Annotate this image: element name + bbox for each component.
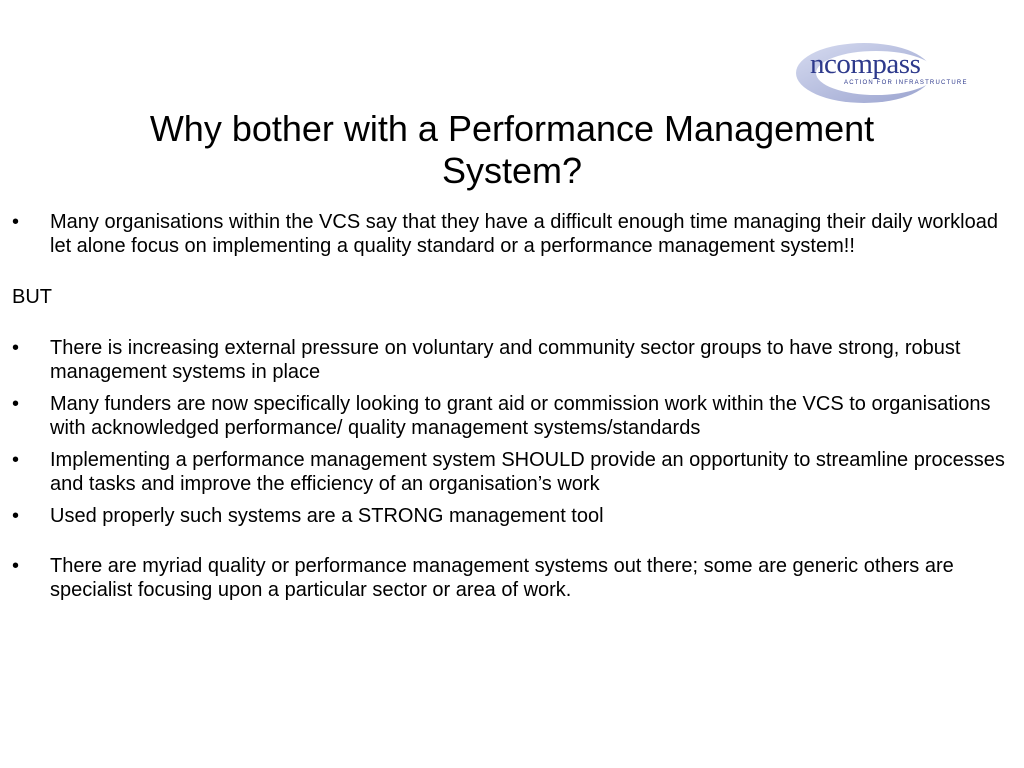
bullet-text: There are myriad quality or performance management systems out there; some are generic others are specialist focusing upon a particular sector or area of work. bbox=[50, 555, 954, 601]
bullet-text: There is increasing external pressure on voluntary and community sector groups to have strong, robust management systems in place bbox=[50, 337, 961, 383]
bullet-item bbox=[12, 448, 1012, 496]
bullet-marker: • bbox=[12, 337, 20, 359]
ncompass-logo bbox=[794, 40, 978, 106]
logo-tagline: ACTION FOR INFRASTRUCTURE bbox=[844, 80, 968, 86]
bullet-text: Implementing a performance management system SHOULD provide an opportunity to streamline processes and tasks and improve the efficiency of an organisation’s work bbox=[50, 449, 1005, 495]
bullet-text: Many funders are now specifically looking to grant aid or commission work within the VCS to organisations with acknowledged performance/ quality management systems/standards bbox=[50, 393, 991, 439]
slide-title: Why bother with a Performance Management System? bbox=[149, 108, 875, 191]
bullet-marker: • bbox=[12, 505, 20, 527]
bullet-marker: • bbox=[12, 555, 20, 577]
bullet-item bbox=[12, 392, 1012, 440]
bullet-marker: • bbox=[12, 449, 20, 471]
bullet-text: Used properly such systems are a STRONG management tool bbox=[50, 505, 604, 527]
logo-name: ncompass bbox=[810, 48, 921, 80]
bullet-marker: • bbox=[12, 211, 20, 233]
slide-body bbox=[12, 210, 1012, 602]
bullet-text: Many organisations within the VCS say that they have a difficult enough time managing their daily workload let alone focus on implementing a quality standard or a performance management system!! bbox=[50, 211, 998, 257]
but-heading: BUT bbox=[12, 286, 52, 308]
bullet-item bbox=[12, 554, 1012, 602]
bullet-item bbox=[12, 504, 1012, 528]
bullet-item bbox=[12, 336, 1012, 384]
bullet-marker: • bbox=[12, 393, 20, 415]
bullet-item bbox=[12, 210, 1012, 258]
